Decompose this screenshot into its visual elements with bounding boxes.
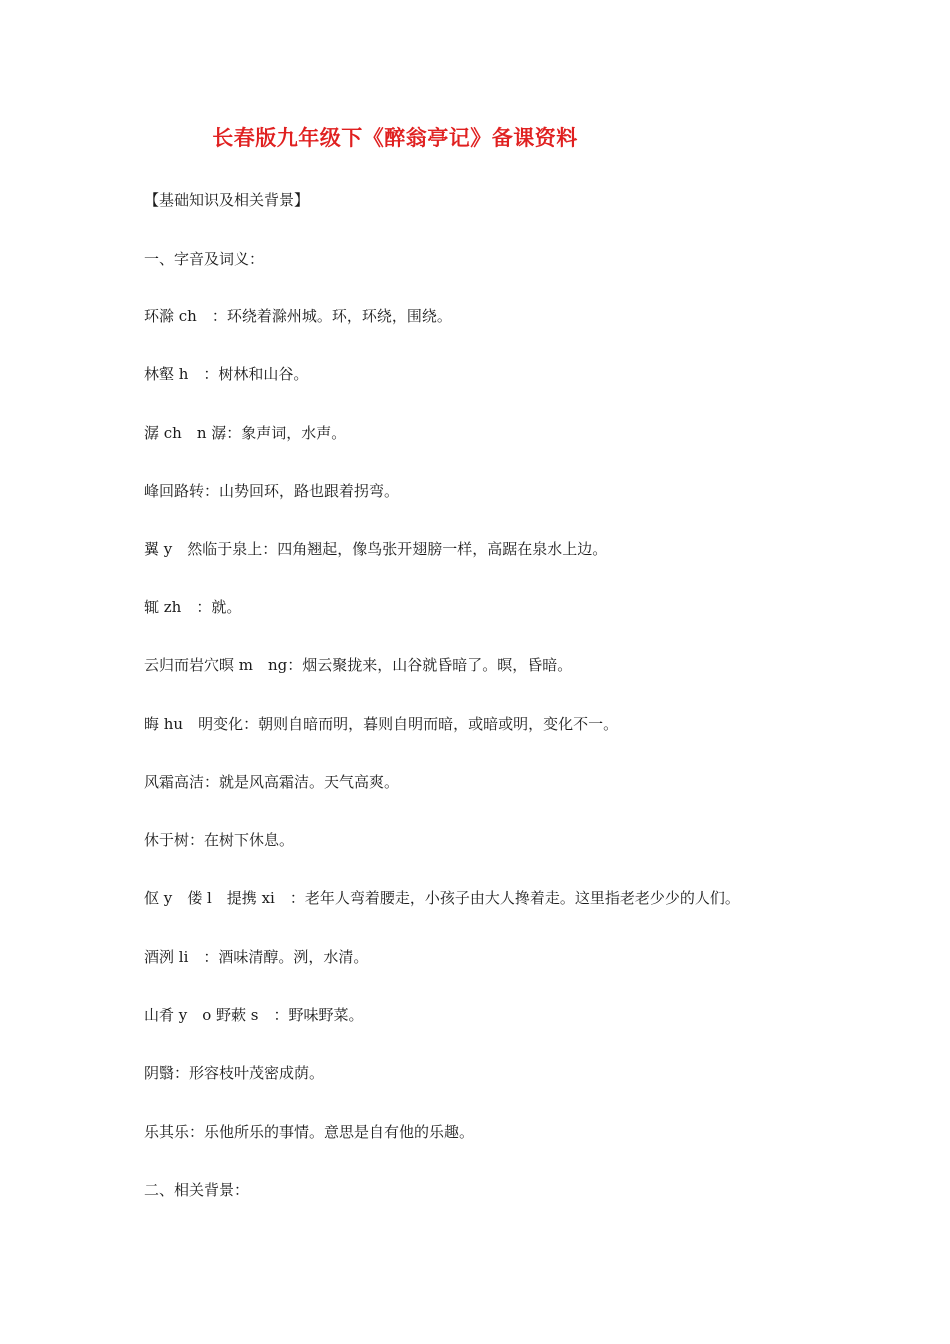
vocab-item: 潺 ch n 潺：象声词，水声。: [144, 424, 347, 442]
vocab-item: 山肴 y o 野蔌 s ：野味野菜。: [144, 1006, 364, 1024]
subsection-heading-pronunciation: 一、字音及词义：: [144, 250, 265, 268]
vocab-item: 林壑 h ：树林和山谷。: [144, 365, 309, 383]
vocab-item: 乐其乐：乐他所乐的事情。意思是自有他的乐趣。: [144, 1123, 475, 1141]
vocab-item: 阴翳：形容枝叶茂密成荫。: [144, 1064, 325, 1082]
vocab-item: 峰回路转：山势回环，路也跟着拐弯。: [144, 482, 400, 500]
vocab-item: 云归而岩穴暝 m ng：烟云聚拢来，山谷就昏暗了。暝，昏暗。: [144, 656, 573, 674]
vocab-item: 晦 hu 明变化：朝则自暗而明，暮则自明而暗，或暗或明，变化不一。: [144, 715, 619, 733]
vocab-item: 伛 y 偻 l 提携 xi ：老年人弯着腰走，小孩子由大人搀着走。这里指老老少少的人们。: [144, 889, 740, 907]
vocab-item: 风霜高洁：就是风高霜洁。天气高爽。: [144, 773, 400, 791]
vocab-item: 翼 y 然临于泉上：四角翘起，像鸟张开翅膀一样，高踞在泉水上边。: [144, 540, 608, 558]
vocab-item: 休于树：在树下休息。: [144, 831, 295, 849]
section-header: 【基础知识及相关背景】: [144, 191, 310, 209]
subsection-heading-background: 二、相关背景：: [144, 1181, 250, 1199]
vocab-item: 环滁 ch ：环绕着滁州城。环，环绕，围绕。: [144, 307, 452, 325]
vocab-item: 酒洌 li ：酒味清醇。洌，水清。: [144, 948, 369, 966]
vocab-item: 辄 zh ：就。: [144, 598, 242, 616]
document-title: 长春版九年级下《醉翁亭记》备课资料: [212, 125, 578, 150]
